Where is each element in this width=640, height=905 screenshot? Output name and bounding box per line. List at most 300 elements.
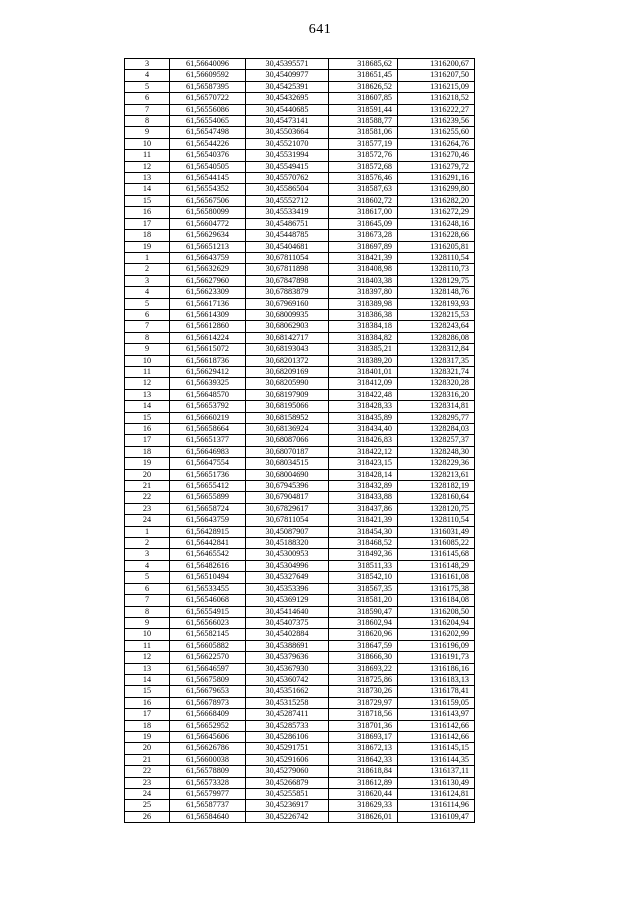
x-coordinate-cell: 318432,89 [329, 481, 398, 492]
table-row [125, 287, 475, 298]
x-coordinate-cell: 318454,30 [329, 526, 398, 537]
point-number-cell: 13 [125, 663, 170, 674]
longitude-cell: 30,45404681 [246, 241, 329, 252]
longitude-cell: 30,45586504 [246, 184, 329, 195]
latitude-cell: 61,56632629 [170, 264, 246, 275]
latitude-cell: 61,56668409 [170, 709, 246, 720]
longitude-cell: 30,45236917 [246, 800, 329, 811]
latitude-cell: 61,56556086 [170, 104, 246, 115]
latitude-cell: 61,56546068 [170, 595, 246, 606]
latitude-cell: 61,56660219 [170, 412, 246, 423]
longitude-cell: 30,45369129 [246, 595, 329, 606]
latitude-cell: 61,56587737 [170, 800, 246, 811]
y-coordinate-cell: 1316137,11 [398, 766, 475, 777]
y-coordinate-cell: 1316200,67 [398, 59, 475, 70]
x-coordinate-cell: 318672,13 [329, 743, 398, 754]
x-coordinate-cell: 318645,09 [329, 218, 398, 229]
x-coordinate-cell: 318581,20 [329, 595, 398, 606]
point-number-cell: 15 [125, 686, 170, 697]
longitude-cell: 30,68195066 [246, 401, 329, 412]
table-row [125, 150, 475, 161]
longitude-cell: 30,45533419 [246, 207, 329, 218]
table-row [125, 218, 475, 229]
point-number-cell: 10 [125, 138, 170, 149]
point-number-cell: 21 [125, 754, 170, 765]
x-coordinate-cell: 318437,86 [329, 503, 398, 514]
longitude-cell: 30,68201372 [246, 355, 329, 366]
y-coordinate-cell: 1316114,96 [398, 800, 475, 811]
x-coordinate-cell: 318423,15 [329, 458, 398, 469]
x-coordinate-cell: 318617,00 [329, 207, 398, 218]
longitude-cell: 30,68158952 [246, 412, 329, 423]
latitude-cell: 61,56567506 [170, 195, 246, 206]
y-coordinate-cell: 1316031,49 [398, 526, 475, 537]
point-number-cell: 12 [125, 652, 170, 663]
longitude-cell: 30,45351662 [246, 686, 329, 697]
table-row [125, 59, 475, 70]
y-coordinate-cell: 1316196,09 [398, 640, 475, 651]
point-number-cell: 4 [125, 560, 170, 571]
latitude-cell: 61,56652952 [170, 720, 246, 731]
point-number-cell: 9 [125, 127, 170, 138]
table-row [125, 606, 475, 617]
x-coordinate-cell: 318647,59 [329, 640, 398, 651]
point-number-cell: 26 [125, 811, 170, 822]
y-coordinate-cell: 1316228,66 [398, 230, 475, 241]
longitude-cell: 30,67811054 [246, 515, 329, 526]
table-row [125, 526, 475, 537]
latitude-cell: 61,56655412 [170, 481, 246, 492]
table-row [125, 321, 475, 332]
point-number-cell: 17 [125, 218, 170, 229]
x-coordinate-cell: 318581,06 [329, 127, 398, 138]
y-coordinate-cell: 1328286,08 [398, 332, 475, 343]
table-row [125, 481, 475, 492]
latitude-cell: 61,56442841 [170, 538, 246, 549]
latitude-cell: 61,56540376 [170, 150, 246, 161]
longitude-cell: 30,45353396 [246, 583, 329, 594]
latitude-cell: 61,56566023 [170, 617, 246, 628]
latitude-cell: 61,56584640 [170, 811, 246, 822]
longitude-cell: 30,45552712 [246, 195, 329, 206]
x-coordinate-cell: 318618,84 [329, 766, 398, 777]
y-coordinate-cell: 1328248,30 [398, 446, 475, 457]
y-coordinate-cell: 1316215,09 [398, 81, 475, 92]
point-number-cell: 4 [125, 287, 170, 298]
x-coordinate-cell: 318718,56 [329, 709, 398, 720]
longitude-cell: 30,45448785 [246, 230, 329, 241]
table-row [125, 93, 475, 104]
x-coordinate-cell: 318730,26 [329, 686, 398, 697]
table-row [125, 332, 475, 343]
latitude-cell: 61,56587395 [170, 81, 246, 92]
table-row [125, 230, 475, 241]
longitude-cell: 30,67904817 [246, 492, 329, 503]
table-row [125, 652, 475, 663]
longitude-cell: 30,45414640 [246, 606, 329, 617]
y-coordinate-cell: 1316109,47 [398, 811, 475, 822]
table-row [125, 344, 475, 355]
point-number-cell: 24 [125, 789, 170, 800]
point-number-cell: 14 [125, 401, 170, 412]
y-coordinate-cell: 1316239,56 [398, 116, 475, 127]
longitude-cell: 30,45300953 [246, 549, 329, 560]
x-coordinate-cell: 318422,12 [329, 446, 398, 457]
y-coordinate-cell: 1328316,20 [398, 389, 475, 400]
x-coordinate-cell: 318651,45 [329, 70, 398, 81]
longitude-cell: 30,45255851 [246, 789, 329, 800]
point-number-cell: 13 [125, 389, 170, 400]
latitude-cell: 61,56617136 [170, 298, 246, 309]
longitude-cell: 30,45388691 [246, 640, 329, 651]
latitude-cell: 61,56678973 [170, 697, 246, 708]
y-coordinate-cell: 1316255,60 [398, 127, 475, 138]
latitude-cell: 61,56579977 [170, 789, 246, 800]
y-coordinate-cell: 1316218,52 [398, 93, 475, 104]
x-coordinate-cell: 318666,30 [329, 652, 398, 663]
latitude-cell: 61,56679653 [170, 686, 246, 697]
point-number-cell: 8 [125, 116, 170, 127]
longitude-cell: 30,45360742 [246, 674, 329, 685]
x-coordinate-cell: 318685,62 [329, 59, 398, 70]
latitude-cell: 61,56623309 [170, 287, 246, 298]
x-coordinate-cell: 318567,35 [329, 583, 398, 594]
table-row [125, 446, 475, 457]
table-row [125, 264, 475, 275]
y-coordinate-cell: 1328110,54 [398, 252, 475, 263]
table-row [125, 184, 475, 195]
y-coordinate-cell: 1316282,20 [398, 195, 475, 206]
point-number-cell: 3 [125, 275, 170, 286]
table-row [125, 789, 475, 800]
longitude-cell: 30,67883879 [246, 287, 329, 298]
point-number-cell: 23 [125, 777, 170, 788]
point-number-cell: 22 [125, 492, 170, 503]
x-coordinate-cell: 318389,20 [329, 355, 398, 366]
longitude-cell: 30,67847898 [246, 275, 329, 286]
longitude-cell: 30,45266879 [246, 777, 329, 788]
longitude-cell: 30,45379636 [246, 652, 329, 663]
longitude-cell: 30,45570762 [246, 173, 329, 184]
table-row [125, 743, 475, 754]
y-coordinate-cell: 1328295,77 [398, 412, 475, 423]
table-row [125, 116, 475, 127]
x-coordinate-cell: 318384,18 [329, 321, 398, 332]
point-number-cell: 7 [125, 104, 170, 115]
x-coordinate-cell: 318492,36 [329, 549, 398, 560]
y-coordinate-cell: 1316161,08 [398, 572, 475, 583]
y-coordinate-cell: 1316175,38 [398, 583, 475, 594]
point-number-cell: 8 [125, 332, 170, 343]
table-row [125, 709, 475, 720]
x-coordinate-cell: 318421,39 [329, 515, 398, 526]
y-coordinate-cell: 1328284,03 [398, 424, 475, 435]
y-coordinate-cell: 1316145,68 [398, 549, 475, 560]
longitude-cell: 30,45291606 [246, 754, 329, 765]
x-coordinate-cell: 318428,14 [329, 469, 398, 480]
table-row [125, 207, 475, 218]
latitude-cell: 61,56646983 [170, 446, 246, 457]
x-coordinate-cell: 318435,89 [329, 412, 398, 423]
x-coordinate-cell: 318693,22 [329, 663, 398, 674]
x-coordinate-cell: 318673,28 [329, 230, 398, 241]
x-coordinate-cell: 318422,48 [329, 389, 398, 400]
x-coordinate-cell: 318385,21 [329, 344, 398, 355]
table-row [125, 458, 475, 469]
latitude-cell: 61,56626786 [170, 743, 246, 754]
latitude-cell: 61,56614309 [170, 309, 246, 320]
x-coordinate-cell: 318572,68 [329, 161, 398, 172]
longitude-cell: 30,45503664 [246, 127, 329, 138]
x-coordinate-cell: 318626,52 [329, 81, 398, 92]
y-coordinate-cell: 1316299,80 [398, 184, 475, 195]
latitude-cell: 61,56643759 [170, 252, 246, 263]
x-coordinate-cell: 318433,88 [329, 492, 398, 503]
point-number-cell: 16 [125, 207, 170, 218]
latitude-cell: 61,56544226 [170, 138, 246, 149]
point-number-cell: 20 [125, 743, 170, 754]
latitude-cell: 61,56544145 [170, 173, 246, 184]
longitude-cell: 30,45432695 [246, 93, 329, 104]
table-row [125, 515, 475, 526]
latitude-cell: 61,56639325 [170, 378, 246, 389]
table-row [125, 252, 475, 263]
table-row [125, 538, 475, 549]
longitude-cell: 30,67811054 [246, 252, 329, 263]
longitude-cell: 30,45407375 [246, 617, 329, 628]
point-number-cell: 7 [125, 595, 170, 606]
y-coordinate-cell: 1328129,75 [398, 275, 475, 286]
y-coordinate-cell: 1328312,84 [398, 344, 475, 355]
latitude-cell: 61,56609592 [170, 70, 246, 81]
point-number-cell: 17 [125, 709, 170, 720]
x-coordinate-cell: 318729,97 [329, 697, 398, 708]
x-coordinate-cell: 318412,09 [329, 378, 398, 389]
latitude-cell: 61,56640096 [170, 59, 246, 70]
table-row [125, 800, 475, 811]
x-coordinate-cell: 318577,19 [329, 138, 398, 149]
point-number-cell: 10 [125, 355, 170, 366]
latitude-cell: 61,56428915 [170, 526, 246, 537]
point-number-cell: 9 [125, 344, 170, 355]
table-row [125, 70, 475, 81]
table-row [125, 731, 475, 742]
y-coordinate-cell: 1316191,73 [398, 652, 475, 663]
table-row [125, 560, 475, 571]
latitude-cell: 61,56600038 [170, 754, 246, 765]
longitude-cell: 30,45521070 [246, 138, 329, 149]
y-coordinate-cell: 1316143,97 [398, 709, 475, 720]
longitude-cell: 30,68142717 [246, 332, 329, 343]
longitude-cell: 30,67829617 [246, 503, 329, 514]
x-coordinate-cell: 318693,17 [329, 731, 398, 742]
point-number-cell: 12 [125, 378, 170, 389]
x-coordinate-cell: 318588,77 [329, 116, 398, 127]
longitude-cell: 30,68062903 [246, 321, 329, 332]
x-coordinate-cell: 318725,86 [329, 674, 398, 685]
table-row [125, 309, 475, 320]
latitude-cell: 61,56582145 [170, 629, 246, 640]
y-coordinate-cell: 1316144,35 [398, 754, 475, 765]
x-coordinate-cell: 318612,89 [329, 777, 398, 788]
longitude-cell: 30,45531994 [246, 150, 329, 161]
point-number-cell: 5 [125, 298, 170, 309]
y-coordinate-cell: 1316186,16 [398, 663, 475, 674]
longitude-cell: 30,45549415 [246, 161, 329, 172]
point-number-cell: 6 [125, 583, 170, 594]
x-coordinate-cell: 318542,10 [329, 572, 398, 583]
latitude-cell: 61,56629412 [170, 366, 246, 377]
latitude-cell: 61,56573328 [170, 777, 246, 788]
longitude-cell: 30,45279060 [246, 766, 329, 777]
longitude-cell: 30,45486751 [246, 218, 329, 229]
y-coordinate-cell: 1316270,46 [398, 150, 475, 161]
latitude-cell: 61,56643759 [170, 515, 246, 526]
table-row [125, 275, 475, 286]
latitude-cell: 61,56647554 [170, 458, 246, 469]
table-row [125, 663, 475, 674]
table-row [125, 811, 475, 822]
longitude-cell: 30,68087066 [246, 435, 329, 446]
table-row [125, 697, 475, 708]
table-row [125, 595, 475, 606]
longitude-cell: 30,68193043 [246, 344, 329, 355]
y-coordinate-cell: 1316204,94 [398, 617, 475, 628]
longitude-cell: 30,68034515 [246, 458, 329, 469]
point-number-cell: 7 [125, 321, 170, 332]
longitude-cell: 30,45409977 [246, 70, 329, 81]
y-coordinate-cell: 1316142,66 [398, 731, 475, 742]
longitude-cell: 30,45327649 [246, 572, 329, 583]
y-coordinate-cell: 1328160,64 [398, 492, 475, 503]
y-coordinate-cell: 1328110,73 [398, 264, 475, 275]
longitude-cell: 30,67811898 [246, 264, 329, 275]
longitude-cell: 30,45425391 [246, 81, 329, 92]
latitude-cell: 61,56604772 [170, 218, 246, 229]
longitude-cell: 30,68209169 [246, 366, 329, 377]
point-number-cell: 25 [125, 800, 170, 811]
point-number-cell: 21 [125, 481, 170, 492]
longitude-cell: 30,68009935 [246, 309, 329, 320]
point-number-cell: 23 [125, 503, 170, 514]
table-row [125, 469, 475, 480]
y-coordinate-cell: 1316205,81 [398, 241, 475, 252]
table-row [125, 378, 475, 389]
point-number-cell: 5 [125, 572, 170, 583]
longitude-cell: 30,45402884 [246, 629, 329, 640]
y-coordinate-cell: 1328314,81 [398, 401, 475, 412]
x-coordinate-cell: 318572,76 [329, 150, 398, 161]
y-coordinate-cell: 1316184,08 [398, 595, 475, 606]
coordinates-table-body [125, 59, 475, 823]
latitude-cell: 61,56658664 [170, 424, 246, 435]
latitude-cell: 61,56578809 [170, 766, 246, 777]
table-row [125, 674, 475, 685]
longitude-cell: 30,45286106 [246, 731, 329, 742]
point-number-cell: 22 [125, 766, 170, 777]
x-coordinate-cell: 318602,72 [329, 195, 398, 206]
x-coordinate-cell: 318468,52 [329, 538, 398, 549]
table-row [125, 503, 475, 514]
latitude-cell: 61,56533455 [170, 583, 246, 594]
table-row [125, 435, 475, 446]
y-coordinate-cell: 1316207,50 [398, 70, 475, 81]
point-number-cell: 2 [125, 264, 170, 275]
x-coordinate-cell: 318587,63 [329, 184, 398, 195]
longitude-cell: 30,45087907 [246, 526, 329, 537]
y-coordinate-cell: 1328320,28 [398, 378, 475, 389]
table-row [125, 549, 475, 560]
latitude-cell: 61,56482616 [170, 560, 246, 571]
y-coordinate-cell: 1316264,76 [398, 138, 475, 149]
table-row [125, 127, 475, 138]
table-row [125, 298, 475, 309]
longitude-cell: 30,45188320 [246, 538, 329, 549]
table-row [125, 366, 475, 377]
longitude-cell: 30,67945396 [246, 481, 329, 492]
x-coordinate-cell: 318607,85 [329, 93, 398, 104]
x-coordinate-cell: 318642,33 [329, 754, 398, 765]
table-row [125, 401, 475, 412]
longitude-cell: 30,68136924 [246, 424, 329, 435]
y-coordinate-cell: 1328257,37 [398, 435, 475, 446]
point-number-cell: 18 [125, 230, 170, 241]
y-coordinate-cell: 1316085,22 [398, 538, 475, 549]
table-row [125, 572, 475, 583]
point-number-cell: 17 [125, 435, 170, 446]
latitude-cell: 61,56614224 [170, 332, 246, 343]
x-coordinate-cell: 318428,33 [329, 401, 398, 412]
latitude-cell: 61,56653792 [170, 401, 246, 412]
table-row [125, 617, 475, 628]
point-number-cell: 9 [125, 617, 170, 628]
point-number-cell: 16 [125, 424, 170, 435]
y-coordinate-cell: 1328213,61 [398, 469, 475, 480]
point-number-cell: 12 [125, 161, 170, 172]
x-coordinate-cell: 318386,38 [329, 309, 398, 320]
table-row [125, 195, 475, 206]
point-number-cell: 20 [125, 469, 170, 480]
point-number-cell: 19 [125, 241, 170, 252]
longitude-cell: 30,68205990 [246, 378, 329, 389]
y-coordinate-cell: 1328193,93 [398, 298, 475, 309]
point-number-cell: 15 [125, 412, 170, 423]
y-coordinate-cell: 1316148,29 [398, 560, 475, 571]
latitude-cell: 61,56648570 [170, 389, 246, 400]
latitude-cell: 61,56615072 [170, 344, 246, 355]
y-coordinate-cell: 1316142,66 [398, 720, 475, 731]
latitude-cell: 61,56651213 [170, 241, 246, 252]
point-number-cell: 15 [125, 195, 170, 206]
latitude-cell: 61,56540505 [170, 161, 246, 172]
point-number-cell: 10 [125, 629, 170, 640]
latitude-cell: 61,56465542 [170, 549, 246, 560]
latitude-cell: 61,56570722 [170, 93, 246, 104]
latitude-cell: 61,56554352 [170, 184, 246, 195]
y-coordinate-cell: 1328110,54 [398, 515, 475, 526]
y-coordinate-cell: 1316159,05 [398, 697, 475, 708]
x-coordinate-cell: 318389,98 [329, 298, 398, 309]
table-row [125, 583, 475, 594]
longitude-cell: 30,68197909 [246, 389, 329, 400]
longitude-cell: 30,45285733 [246, 720, 329, 731]
y-coordinate-cell: 1328182,19 [398, 481, 475, 492]
longitude-cell: 30,67969160 [246, 298, 329, 309]
latitude-cell: 61,56651736 [170, 469, 246, 480]
table-row [125, 173, 475, 184]
x-coordinate-cell: 318701,36 [329, 720, 398, 731]
longitude-cell: 30,45440685 [246, 104, 329, 115]
